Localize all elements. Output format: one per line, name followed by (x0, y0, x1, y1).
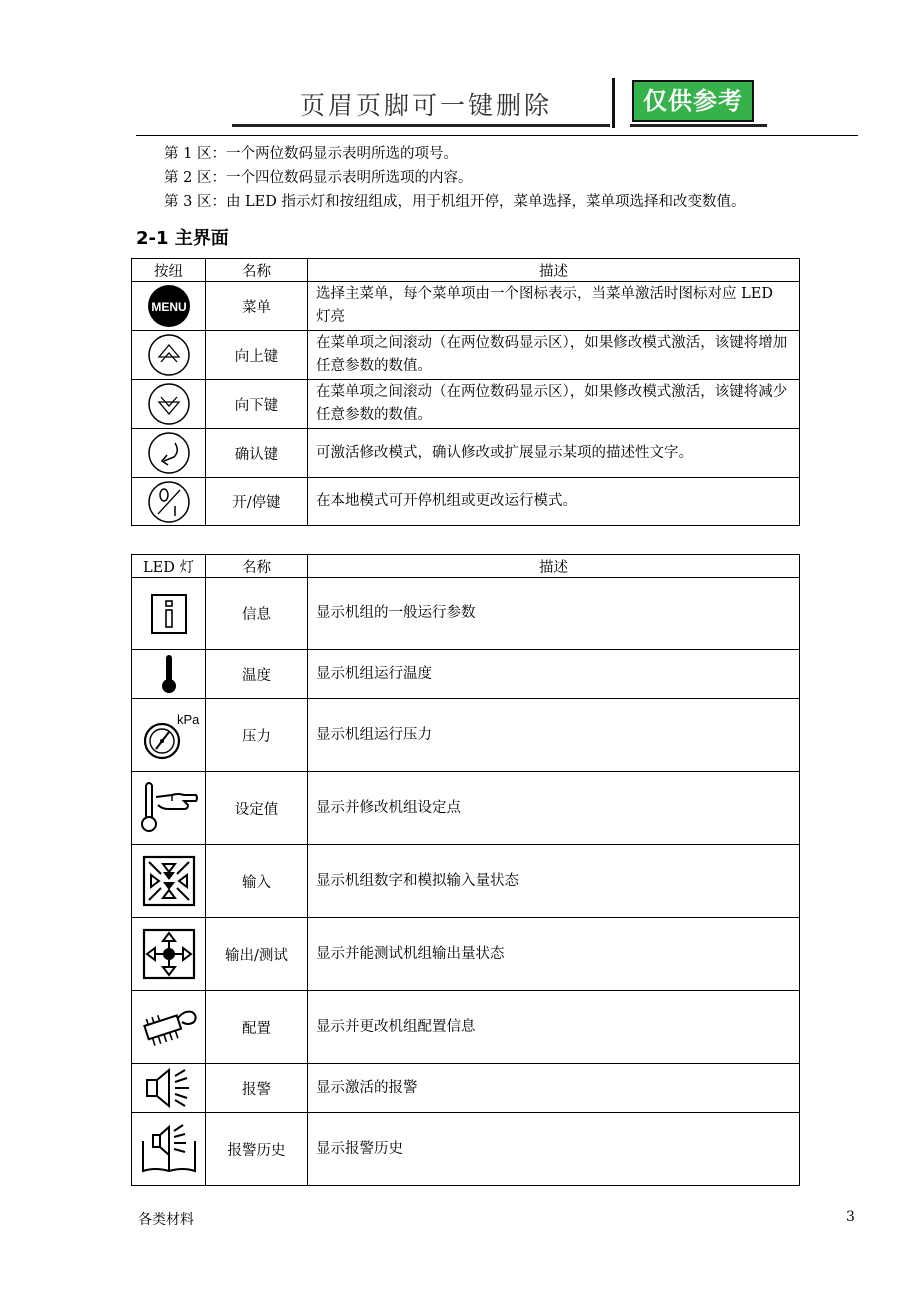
row-desc: 在菜单项之间滚动（在两位数码显示区），如果修改模式激活，该键将增加任意参数的数值。 (308, 331, 800, 380)
row-desc: 可激活修改模式，确认修改或扩展显示某项的描述性文字。 (308, 429, 800, 478)
page-number: 3 (846, 1209, 855, 1225)
col-header-button: 按纽 (132, 259, 206, 282)
header-divider (612, 78, 615, 128)
row-name: 开/停键 (206, 478, 308, 526)
table-header-row (132, 259, 800, 282)
power-icon (132, 478, 206, 526)
row-name: 报警历史 (206, 1113, 308, 1186)
table-row (132, 699, 800, 772)
col-header-desc: 描述 (308, 555, 800, 578)
row-desc: 在菜单项之间滚动（在两位数码显示区），如果修改模式激活，该键将减少任意参数的数值。 (308, 380, 800, 429)
row-name: 向下键 (206, 380, 308, 429)
info-icon (132, 578, 206, 650)
badge-underline (630, 124, 767, 127)
row-name: 输出/测试 (206, 918, 308, 991)
thermometer-icon (132, 650, 206, 699)
table-row (132, 991, 800, 1064)
row-name: 压力 (206, 699, 308, 772)
col-header-desc: 描述 (308, 259, 800, 282)
header-text: 页眉页脚可一键删除 (300, 91, 553, 120)
row-name: 菜单 (206, 282, 308, 331)
row-desc: 在本地模式可开停机组或更改运行模式。 (308, 478, 800, 526)
enter-icon (132, 429, 206, 478)
row-name: 温度 (206, 650, 308, 699)
header-rule (136, 135, 858, 136)
reference-badge: 仅供参考 (632, 80, 754, 122)
table-row (132, 772, 800, 845)
table-row (132, 1064, 800, 1113)
row-desc: 显示机组运行温度 (308, 650, 800, 699)
row-name: 报警 (206, 1064, 308, 1113)
menu-icon (132, 282, 206, 331)
table-row (132, 578, 800, 650)
row-name: 输入 (206, 845, 308, 918)
table-row (132, 380, 800, 429)
intro-zone-1: 第 1 区：一个两位数码显示表明所选的项号。 (164, 146, 458, 162)
table-row (132, 429, 800, 478)
pressure-gauge-icon (132, 699, 206, 772)
row-desc: 显示激活的报警 (308, 1064, 800, 1113)
alarm-speaker-icon (132, 1064, 206, 1113)
input-icon (132, 845, 206, 918)
buttons-table (131, 258, 800, 526)
row-desc: 显示并能测试机组输出量状态 (308, 918, 800, 991)
table-row (132, 478, 800, 526)
row-desc: 显示报警历史 (308, 1113, 800, 1186)
table-row (132, 845, 800, 918)
section-title: 2-1 主界面 (136, 228, 229, 249)
config-chip-icon (132, 991, 206, 1064)
row-name: 向上键 (206, 331, 308, 380)
table-header-row (132, 555, 800, 578)
header-underline (232, 124, 610, 127)
kpa-label: kPa (176, 712, 199, 727)
row-name: 确认键 (206, 429, 308, 478)
row-desc: 显示机组数字和模拟输入量状态 (308, 845, 800, 918)
row-desc: 选择主菜单，每个菜单项由一个图标表示，当菜单激活时图标对应 LED 灯亮 (308, 282, 800, 331)
table-row (132, 282, 800, 331)
intro-zone-2: 第 2 区：一个四位数码显示表明所选项的内容。 (164, 170, 473, 186)
intro-zone-3: 第 3 区：由 LED 指示灯和按纽组成，用于机组开停，菜单选择，菜单项选择和改变数值。 (164, 194, 746, 210)
col-header-name: 名称 (206, 259, 308, 282)
row-desc: 显示并修改机组设定点 (308, 772, 800, 845)
output-test-icon (132, 918, 206, 991)
led-table (131, 554, 800, 1186)
table-row (132, 331, 800, 380)
row-desc: 显示机组运行压力 (308, 699, 800, 772)
row-desc: 显示并更改机组配置信息 (308, 991, 800, 1064)
row-desc: 显示机组的一般运行参数 (308, 578, 800, 650)
table-row (132, 918, 800, 991)
row-name: 配置 (206, 991, 308, 1064)
alarm-history-icon (132, 1113, 206, 1186)
table-row (132, 1113, 800, 1186)
col-header-name: 名称 (206, 555, 308, 578)
row-name: 信息 (206, 578, 308, 650)
setpoint-icon (132, 772, 206, 845)
table-row (132, 650, 800, 699)
up-arrow-icon (132, 331, 206, 380)
footer-label: 各类材料 (138, 1212, 194, 1228)
row-name: 设定值 (206, 772, 308, 845)
down-arrow-icon (132, 380, 206, 429)
col-header-led: LED 灯 (132, 555, 206, 578)
menu-icon-label: MENU (150, 300, 187, 314)
